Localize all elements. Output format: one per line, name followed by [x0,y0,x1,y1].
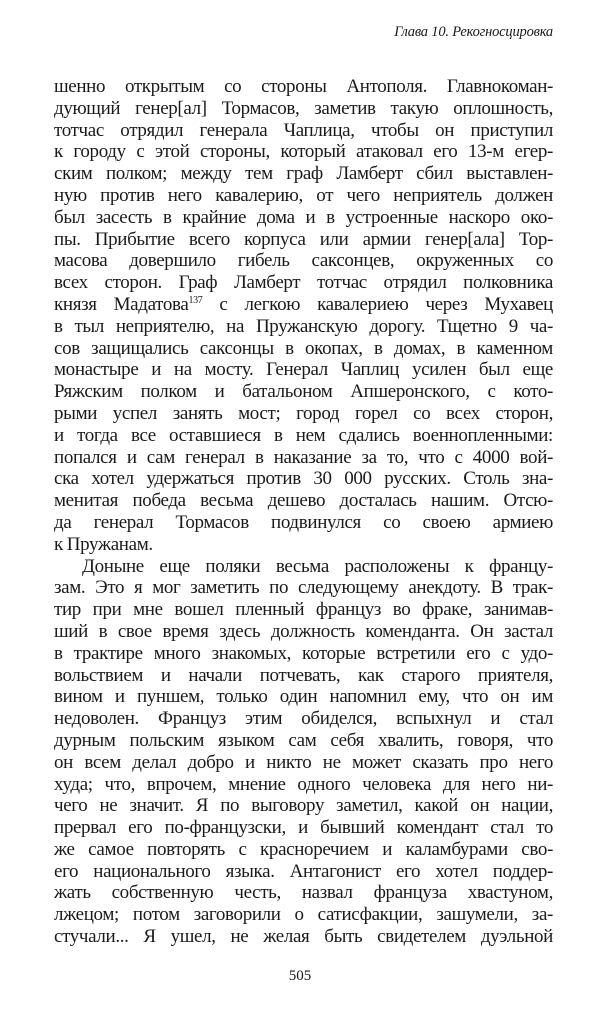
text-line: в трактире много знакомых, которые встретили его с удо- [54,642,553,664]
text-line: ший в свое время здесь должность коменданта. Он застал [54,620,553,642]
text-line: дурным польским языком сам себя хвалить, говоря, что [54,729,553,751]
footnote-ref[interactable]: 137 [188,294,203,306]
running-head-chapter-title: Глава 10. Рекогносцировка [394,24,553,40]
text-line: тир при мне вошел пленный француз во фраке, занимав- [54,599,553,621]
text-line: его национального языка. Антагонист его хотел поддер- [54,860,553,882]
text-line: же самое повторять с красноречием и каламбурами сво- [54,838,553,860]
text-line: жать собственную честь, назвал француза хвастуном, [54,882,553,904]
text-line: тотчас отрядил генерала Чаплица, чтобы он приступил [54,119,553,141]
text-line: в тыл неприятелю, на Пружанскую дорогу. Тщетно 9 ча- [54,315,553,337]
page-number: 505 [288,968,312,984]
text-line: к Пружанам. [54,533,153,555]
text-line: к городу с этой стороны, который атаковал его 13-м егер- [54,141,553,163]
text-line: ную против него кавалерию, от чего неприятель должен [54,184,553,206]
text-line: чего не значит. Я по выговору заметил, какой он нации, [54,795,553,817]
text-line: недоволен. Француз этим обиделся, вспыхнул и стал [54,708,553,730]
text-line: пы. Прибытие всего корпуса или армии генер[ала] Тор- [54,228,553,250]
body-text [54,76,553,948]
text-line: дующий генер[ал] Тормасов, заметив такую оплошность, [54,97,553,119]
text-line: менитая победа весьма дешево досталась нашим. Отсю- [54,490,553,512]
text-line: масова довершило гибель саксонцев, окруженных со [54,250,553,272]
text-line: всех сторон. Граф Ламберт тотчас отрядил полковника [54,272,553,294]
paragraph [54,556,553,948]
text-line: Ряжским полком и батальоном Апшеронского, с кото- [54,381,553,403]
text-line: да генерал Тормасов подвинулся со своею армиею [54,511,553,533]
text-line: попался и сам генерал в наказание за то, что с 4000 вой- [54,446,553,468]
text-line: худа; что, впрочем, мнение одного человека для него ни- [54,773,553,795]
text-line: монастыре и на мосту. Генерал Чаплиц усилен был еще [54,359,553,381]
text-line: рыми успел занять мост; город горел со всех сторон, [54,402,553,424]
text-line: стучали... Я ушел, не желая быть свидетелем дуэльной [54,926,553,948]
text-line: князя Мадатова$^{137}$ с легкою кавалериею через Мухавец [54,293,553,315]
text-line: был засесть в крайние дома и в устроенные наскоро око- [54,206,553,228]
text-line: вольствием и начали потчевать, как старого приятеля, [54,664,553,686]
paragraph [54,76,553,556]
text-line: он всем делал добро и никто не может сказать про него [54,751,553,773]
text-line: сов защищались саксонцы в окопах, в домах, в каменном [54,337,553,359]
text-line: и тогда все оставшиеся в нем сдались военнопленными: [54,424,553,446]
text-line: Доныне еще поляки весьма расположены к францу- [82,555,553,577]
text-line: вином и пуншем, только один напомнил ему, что он им [54,686,553,708]
text-line: лжецом; потом заговорили о сатисфакции, зашумели, за- [54,904,553,926]
text-line: ска хотел удержаться против 30 000 русских. Столь зна- [54,468,553,490]
text-line: шенно открытым со стороны Антополя. Главнокоман- [54,76,553,97]
text-line: прервал его по-французски, и бывший комендант стал то [54,817,553,839]
text-line: ским полком; между тем граф Ламберт сбил выставлен- [54,163,553,185]
text-line: зам. Это я мог заметить по следующему анекдоту. В трак- [54,577,553,599]
